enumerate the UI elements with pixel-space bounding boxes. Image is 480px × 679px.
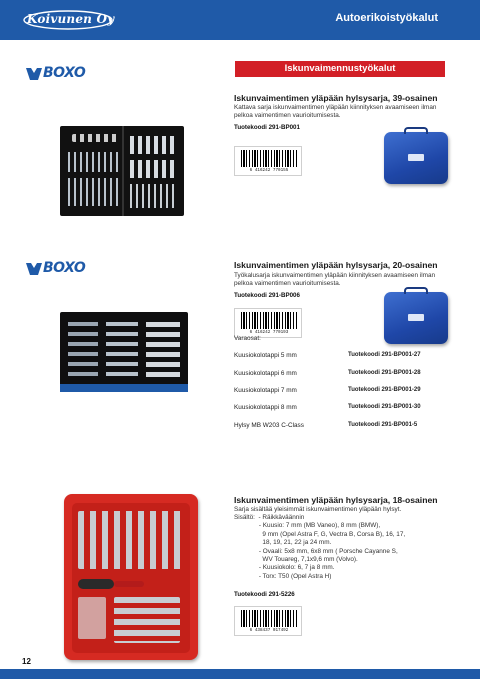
brand-name: Koivunen Oy <box>27 12 115 26</box>
variant-name: Kuusiokolotappi 6 mm <box>234 370 297 377</box>
variant-name: Kuusiokolotappi 5 mm <box>234 352 297 359</box>
contents-line: WV Touareg, 7,1x9,6 mm (Volvo). <box>234 555 358 563</box>
variant-row <box>234 370 448 380</box>
barcode-number: 6 438437 017492 <box>249 628 289 633</box>
contents-line: - Kuusio: 7 mm (MB Vaneo), 8 mm (BMW), <box>234 522 381 530</box>
barcode-number: 6 416242 770193 <box>249 330 289 335</box>
page-number: 12 <box>22 657 31 666</box>
product-barcode <box>234 308 302 338</box>
contents-line: Sisältö: - Räikkäväännin <box>234 514 305 521</box>
contents-line: 18, 19, 21, 22 ja 24 mm. <box>234 539 332 547</box>
blue-case-image <box>384 292 448 344</box>
contents-line: - Ovaali: 5x8 mm, 6x8 mm ( Porsche Cayanne S, <box>234 547 398 555</box>
variant-code: Tuotekoodi 291-BP001-30 <box>348 404 421 410</box>
case-badge <box>408 154 424 161</box>
barcode-bars <box>241 150 297 167</box>
variant-row <box>234 404 448 414</box>
variant-code: Tuotekoodi 291-BP001-27 <box>348 352 421 358</box>
product-barcode <box>234 146 302 176</box>
variant-row <box>234 352 448 362</box>
boxo-wordmark: BOXO <box>43 65 86 81</box>
footer-bar <box>0 669 480 679</box>
variant-name: Kuusiokolotappi 7 mm <box>234 387 297 394</box>
contents-line: - Kuusiokolo: 6, 7 ja 8 mm. <box>234 564 335 572</box>
product-code: Tuotekoodi 291-BP001 <box>234 124 300 131</box>
red-case-inner <box>72 503 190 653</box>
contents-list <box>234 514 448 581</box>
category-title: Autoerikoistyökalut <box>335 12 438 24</box>
product-title: Iskunvaimentimen yläpään hylsysarja, 39-osainen <box>234 93 438 103</box>
product-barcode <box>234 606 302 636</box>
boxo-emblem-icon <box>25 262 43 276</box>
case-badge <box>408 314 424 321</box>
product-description: Sarja sisältää yleisimmät iskunvaimentimen yläpään hylsyt. <box>234 506 402 513</box>
variant-row <box>234 422 448 432</box>
blue-case-image <box>384 132 448 184</box>
product-description: Työkalusarja iskunvaimentimen yläpään kiinnityksen avaamiseen ilman pelkoa vaimentimen vaurioitumisesta. <box>234 272 436 288</box>
red-case-image <box>64 494 198 660</box>
barcode-bars <box>241 610 297 627</box>
product-code: Tuotekoodi 291-BP006 <box>234 292 300 299</box>
variant-code: Tuotekoodi 291-BP001-28 <box>348 370 421 376</box>
variant-name: Kuusiokolotappi 8 mm <box>234 404 297 411</box>
section-banner: Iskunvaimennustyökalut <box>235 61 445 77</box>
product-description: Kattava sarja iskunvaimentimen yläpään kiinnityksen avaamiseen ilman pelkoa vaimentimen vaurioitumisesta. <box>234 104 437 120</box>
page-header <box>0 0 480 40</box>
case-handle <box>404 127 428 134</box>
product-code: Tuotekoodi 291-5226 <box>234 591 295 598</box>
barcode-number: 6 416242 770155 <box>249 168 289 173</box>
product-title: Iskunvaimentimen yläpään hylsysarja, 18-osainen <box>234 495 438 505</box>
variant-code: Tuotekoodi 291-BP001-29 <box>348 387 421 393</box>
variants-label: Varaosat: <box>234 335 261 342</box>
socket-set-20-image <box>60 312 188 392</box>
variant-code: Tuotekoodi 291-BP001-5 <box>348 422 418 428</box>
socket-set-39-image <box>60 126 184 216</box>
variant-name: Hylsy MB W203 C-Class <box>234 422 304 429</box>
boxo-wordmark: BOXO <box>43 260 86 276</box>
boxo-emblem-icon <box>25 67 43 81</box>
contents-line: - Torx: T50 (Opel Astra H) <box>234 572 332 580</box>
product-title: Iskunvaimentimen yläpään hylsysarja, 20-osainen <box>234 260 438 270</box>
case-handle <box>404 287 428 294</box>
variant-row <box>234 387 448 397</box>
contents-line: 9 mm (Opel Astra F, G, Vectra B, Corsa B), 16, 17, <box>234 530 406 538</box>
barcode-bars <box>241 312 297 329</box>
